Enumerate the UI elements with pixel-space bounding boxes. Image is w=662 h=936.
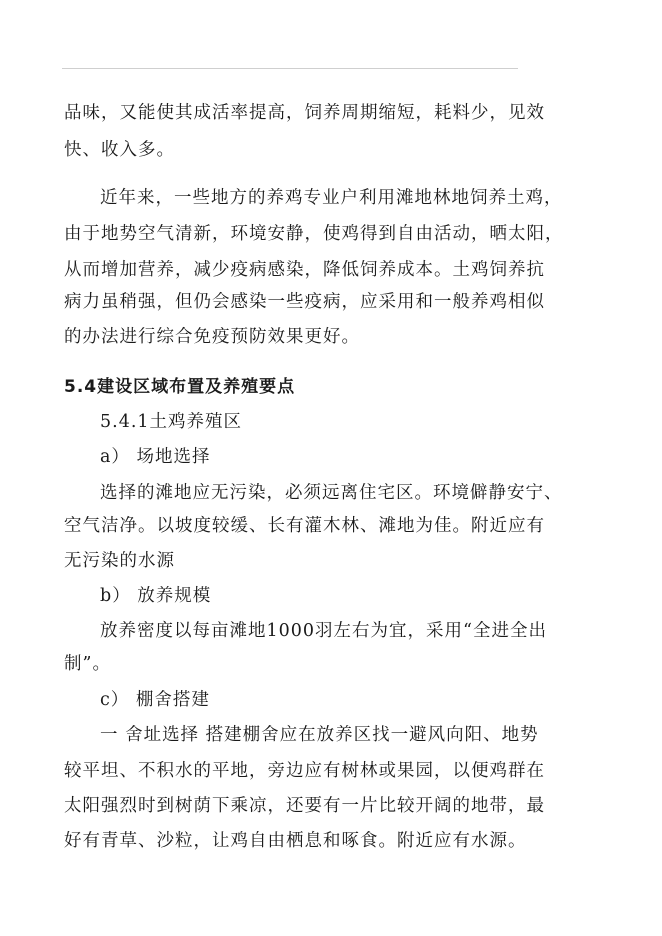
list-item-b: b） 放养规模 — [100, 586, 212, 606]
section-heading: 5.4建设区域布置及养殖要点 — [64, 377, 296, 397]
text-line: 选择的滩地应无污染，必须远离住宅区。环境僻静安宁、 — [100, 483, 563, 503]
header-rule — [62, 68, 518, 69]
text-line: 的办法进行综合免疫预防效果更好。 — [64, 327, 360, 347]
text-line: 较平坦、不积水的平地，旁边应有树林或果园，以便鸡群在 — [64, 761, 545, 781]
subsection-heading: 5.4.1土鸡养殖区 — [100, 412, 243, 432]
text-line: 一 舍址选择 搭建棚舍应在放养区找一避风向阳、地势 — [100, 725, 539, 745]
text-line: 病力虽稍强，但仍会感染一些疫病，应采用和一般养鸡相似 — [64, 292, 545, 312]
text-line: 放养密度以每亩滩地1000羽左右为宜，采用“全进全出 — [100, 621, 547, 641]
text-line: 无污染的水源 — [64, 551, 175, 571]
list-item-a: a） 场地选择 — [100, 447, 211, 467]
list-item-c: c） 棚舍搭建 — [100, 690, 210, 710]
text-line: 快、收入多。 — [64, 140, 175, 160]
text-line: 制”。 — [64, 654, 111, 674]
text-line: 品味，又能使其成活率提高，饲养周期缩短，耗料少，见效 — [64, 103, 545, 123]
text-line: 近年来，一些地方的养鸡专业户利用滩地林地饲养土鸡， — [100, 188, 563, 208]
text-line: 空气洁净。以坡度较缓、长有灌木林、滩地为佳。附近应有 — [64, 516, 545, 536]
text-line: 太阳强烈时到树荫下乘凉，还要有一片比较开阔的地带，最 — [64, 796, 545, 816]
text-line: 好有青草、沙粒，让鸡自由栖息和啄食。附近应有水源。 — [64, 831, 527, 851]
text-line: 由于地势空气清新，环境安静，使鸡得到自由活动，晒太阳， — [64, 224, 564, 244]
text-line: 从而增加营养，减少疫病感染，降低饲养成本。土鸡饲养抗 — [64, 260, 545, 280]
